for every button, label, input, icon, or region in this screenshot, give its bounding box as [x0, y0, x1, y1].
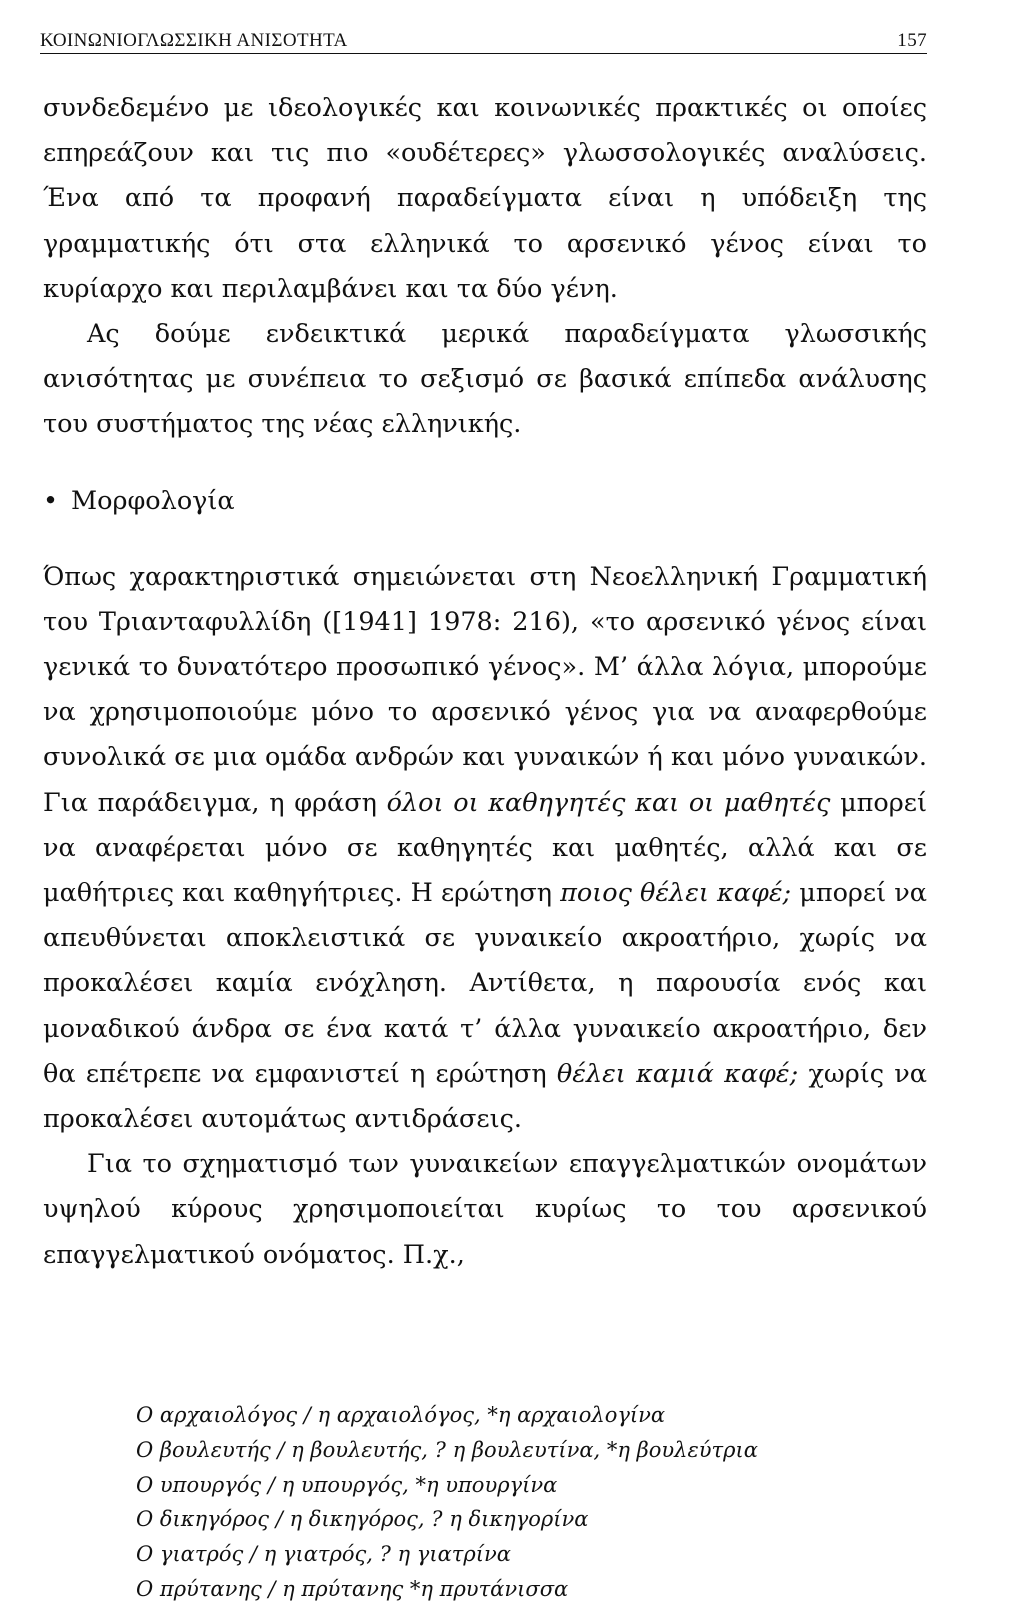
example-item: Ο δικηγόρος / η δικηγόρος, ? η δικηγορίνα: [136, 1507, 589, 1532]
paragraph-2: Ας δούμε ενδεικτικά μερικά παραδείγματα γλωσσικής ανισότητας με συνέπεια το σεξισμό σε βασικά επίπεδα ανάλυσης του συστήματος της νέας ελληνικής.: [43, 319, 927, 440]
paragraph-3-text-4: χωρίς να προκαλέσει αυτομάτως αντιδράσεις.: [43, 1058, 928, 1135]
example-phrase-2: ποιος θέλει καφέ;: [560, 878, 792, 909]
paragraph-3-text-3: μπορεί να απευθύνεται αποκλειστικά σε γυναικείο ακροατήριο, χωρίς να προκαλέσει καμία ενόχληση. Αντίθετα, η παρουσία ενός και μοναδικού άνδρα σε ένα κατά τ’ άλλα γυναικείο ακροατήριο, δεν θα επέτρεπε να εμφανιστεί η ερώτηση: [43, 878, 927, 1089]
paragraph-3-text-2: μπορεί να αναφέρεται μόνο σε καθηγητές και μαθητές, αλλά και σε μαθήτριες και καθηγήτριες. Η ερώτηση: [43, 787, 927, 909]
example-list: [136, 1398, 758, 1607]
example-phrase-3: θέλει καμιά καφέ;: [556, 1058, 799, 1089]
bullet-icon: •: [43, 485, 59, 516]
example-item: Ο πρύτανης / η πρύτανης *η πρυτάνισσα: [136, 1576, 569, 1601]
example-item: Ο γιατρός / η γιατρός, ? η γιατρίνα: [136, 1542, 511, 1567]
section-title: Μορφολογία: [71, 485, 235, 516]
example-item: Ο βουλευτής / η βουλευτής, ? η βουλευτίνα, *η βουλεύτρια: [136, 1437, 758, 1462]
paragraph-4: Για το σχηματισμό των γυναικείων επαγγελματικών ονομάτων υψηλού κύρους χρησιμοποιείται κυρίως το του αρσενικού επαγγελματικού ονόματος. Π.χ.,: [43, 1149, 927, 1270]
body-text: [43, 86, 927, 1278]
paragraph-3-text-1: Όπως χαρακτηριστικά σημειώνεται στη Νεοελληνική Γραμματική του Τριανταφυλλίδη ([1941] 1978: 216), «το αρσενικό γένος είναι γενικά το δυνατότερο προσωπικό γένος». Μ’ άλλα λόγια, μπορούμε να χρησιμοποιούμε μόνο το αρσενικό γένος για να αναφερθούμε συνολικά σε μια ομάδα ανδρών και γυναικών ή και μόνο γυναικών. Για παράδειγμα, η φράση: [43, 561, 927, 818]
page-number: 157: [897, 30, 927, 51]
section-heading: [43, 479, 927, 524]
paragraph-1: συνδεδεμένο με ιδεολογικές και κοινωνικές πρακτικές οι οποίες επηρεάζουν και τις πιο «ουδέτερες» γλωσσολογικές αναλύσεις. Ένα από τα προφανή παραδείγματα είναι η υπόδειξη της γραμματικής ότι στα ελληνικά το αρσενικό γένος είναι το κυρίαρχο και περιλαμβάνει και τα δύο γένη.: [43, 93, 927, 304]
running-title: ΚΟΙΝΩΝΙΟΓΛΩΣΣΙΚΗ ΑΝΙΣΟΤΗΤΑ: [40, 30, 348, 51]
paragraph-3: [43, 555, 927, 1143]
running-header: [40, 30, 927, 54]
example-item: Ο αρχαιολόγος / η αρχαιολόγος, *η αρχαιολογίνα: [136, 1403, 666, 1427]
example-item: Ο υπουργός / η υπουργός, *η υπουργίνα: [136, 1472, 558, 1497]
example-phrase-1: όλοι οι καθηγητές και οι μαθητές: [386, 787, 831, 818]
